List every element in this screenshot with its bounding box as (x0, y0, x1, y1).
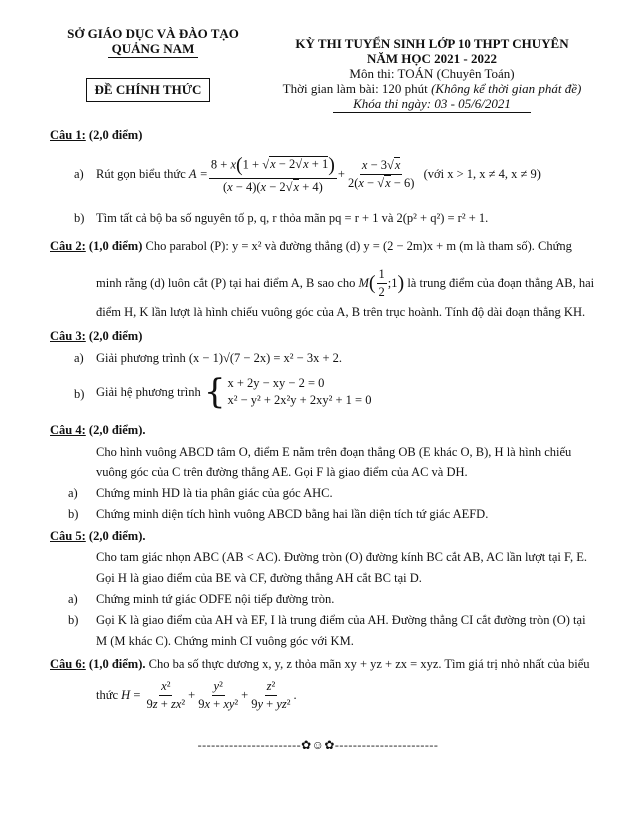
q4-a-text: Chứng minh HD là tia phân giác của góc AHC. (96, 486, 333, 500)
q2-line3: điểm H, K lần lượt là hình chiếu vuông góc của A, B trên trục hoành. Tính độ dài đoạn thẳng KH. (96, 305, 586, 319)
q4-intro-2: vuông góc của C trên đường thẳng AE. Gọi F là giao điểm của AC và DH. (96, 465, 468, 479)
q5-a-label: a) (68, 592, 78, 606)
q3-a-text: Giải phương trình (x − 1)√(7 − 2x) = x² − 3x + 2. (96, 351, 343, 365)
school-year: NĂM HỌC 2021 - 2022 (367, 51, 497, 66)
department-line1: SỞ GIÁO DỤC VÀ ĐÀO TẠO (67, 26, 239, 41)
q6-line1 (50, 656, 590, 672)
q5-title: Câu 5: (50, 529, 86, 543)
q5-b-label: b) (68, 613, 79, 627)
q5-intro-2: Gọi H là giao điểm của BE và CF, đường thẳng AH cắt BC tại D. (96, 571, 422, 585)
department-line2: QUẢNG NAM (108, 41, 199, 58)
q4-title: Câu 4: (50, 423, 86, 437)
q3-b-label: b) (74, 387, 85, 401)
q5-intro-1: Cho tam giác nhọn ABC (AB < AC). Đường tròn (O) đường kính BC cắt AB, AC lần lượt tại F, E. (96, 550, 587, 564)
equation-system: { x + 2y − xy − 2 = 0 x² − y² + 2x²y + 2xy² + 1 = 0 (203, 372, 372, 412)
q1-fraction-2: $\frac{x - 3√x}{2(x - √x - 6)}$ (347, 157, 415, 190)
q2-line2-text-a: minh rằng (d) luôn cắt (P) tại hai điểm A, B sao cho (96, 275, 356, 290)
q6-text-1: Cho ba số thực dương x, y, z thỏa mãn xy + yz + zx = xyz. Tìm giá trị nhỏ nhất của biểu (148, 657, 590, 671)
exam-time (272, 81, 592, 96)
system-row-1: x + 2y − xy − 2 = 0 (227, 376, 325, 390)
q1-a-label: a) (74, 167, 84, 181)
q1-b-label: b) (74, 211, 85, 225)
q5-points: (2,0 điểm). (88, 529, 146, 543)
q2-title: Câu 2: (50, 239, 86, 253)
q5-b-text-2: M (M khác C). Chứng minh CI vuông góc với KM. (96, 634, 354, 648)
exam-date: Khóa thi ngày: 03 - 05/6/2021 (333, 96, 531, 113)
q1-a-text: Rút gọn biểu thức (96, 166, 186, 181)
q4-a-label: a) (68, 486, 78, 500)
q5-heading (50, 528, 146, 544)
q4-b-label: b) (68, 507, 79, 521)
q1-expr: A = (188, 166, 208, 181)
q1-fraction-1: $\frac{8 + x(1 + √x - 2√x + 1)}{(x - 4)(x - 2√x + 4)}$ (210, 153, 335, 194)
q2-line1 (50, 238, 572, 254)
q4-points: (2,0 điểm). (88, 423, 146, 437)
q5-a-text: Chứng minh tứ giác ODFE nội tiếp đường tròn. (96, 592, 335, 606)
q1-a: Rút gọn biểu thức A = $\frac{8 + x(1 + √x - 2√x + 1)}{(x - 4)(x - 2√x + 4)}$ + $\frac{x - 3√x}{2(x - √x - 6)}$ (với x > 1, x ≠ 4, x ≠ 9) (96, 153, 541, 194)
footer-ornament: -----------------------✿☺✿----------------------- (197, 738, 439, 752)
q1-title: Câu 1: (50, 128, 86, 142)
q2-line1-text: Cho parabol (P): y = x² và đường thẳng (d) y = (2 − 2m)x + m (m là tham số). Chứng (145, 239, 572, 253)
q4-b-text: Chứng minh diện tích hình vuông ABCD bằng hai lần diện tích tứ giác AEFD. (96, 507, 489, 521)
q3-b-text: Giải hệ phương trình (96, 384, 201, 399)
official-stamp: ĐỀ CHÍNH THỨC (86, 78, 210, 102)
q2-line2: minh rằng (d) luôn cắt (P) tại hai điểm A, B sao cho M ( $\frac{1}{2}$ ;1 ) là trung điểm của đoạn thẳng AB, hai (96, 266, 595, 299)
exam-header (272, 36, 592, 113)
department-header (58, 26, 248, 58)
q4-heading (50, 422, 146, 438)
q6-line2: thức H = $\frac{\text{x²}}{\text{9z + zx²}}$ + $\frac{\text{y²}}{\text{9x + xy²}}$ + $\frac{\text{z²}}{\text{9y + yz²}}$ . (96, 678, 297, 711)
exam-title: KỲ THI TUYỂN SINH LỚP 10 THPT CHUYÊN (295, 36, 569, 51)
exam-subject: Môn thi: TOÁN (Chuyên Toán) (349, 66, 515, 81)
q3-heading (50, 328, 142, 344)
q3-points: (2,0 điểm) (88, 329, 143, 343)
q3-b (96, 372, 371, 412)
system-row-2: x² − y² + 2x²y + 2xy² + 1 = 0 (227, 393, 372, 407)
q1-points: (2,0 điểm) (88, 128, 143, 142)
q4-intro-1: Cho hình vuông ABCD tâm O, điểm E nằm trên đoạn thẳng OB (E khác O, B), H là hình chiếu (96, 445, 572, 459)
q3-title: Câu 3: (50, 329, 86, 343)
q5-b-text-1: Gọi K là giao điểm của AH và EF, I là trung điểm của AH. Đường thẳng CI cắt đường tròn (O) tại (96, 613, 586, 627)
q6-points: (1,0 điểm). (88, 657, 146, 671)
q6-text-2: thức (96, 687, 119, 702)
q1-heading (50, 127, 142, 143)
q6-title: Câu 6: (50, 657, 86, 671)
q3-a-label: a) (74, 351, 84, 365)
q1-a-condition: (với x > 1, x ≠ 4, x ≠ 9) (423, 166, 541, 181)
q2-points: (1,0 điểm) (88, 239, 143, 253)
time-note: (Không kể thời gian phát đề) (431, 81, 582, 96)
q1-b-text: Tìm tất cả bộ ba số nguyên tố p, q, r thỏa mãn pq = r + 1 và 2(p² + q²) = r² + 1. (96, 211, 489, 225)
q2-line2-text-b: là trung điểm của đoạn thẳng AB, hai (407, 275, 595, 290)
time-prefix: Thời gian làm bài: 120 phút (282, 81, 432, 96)
